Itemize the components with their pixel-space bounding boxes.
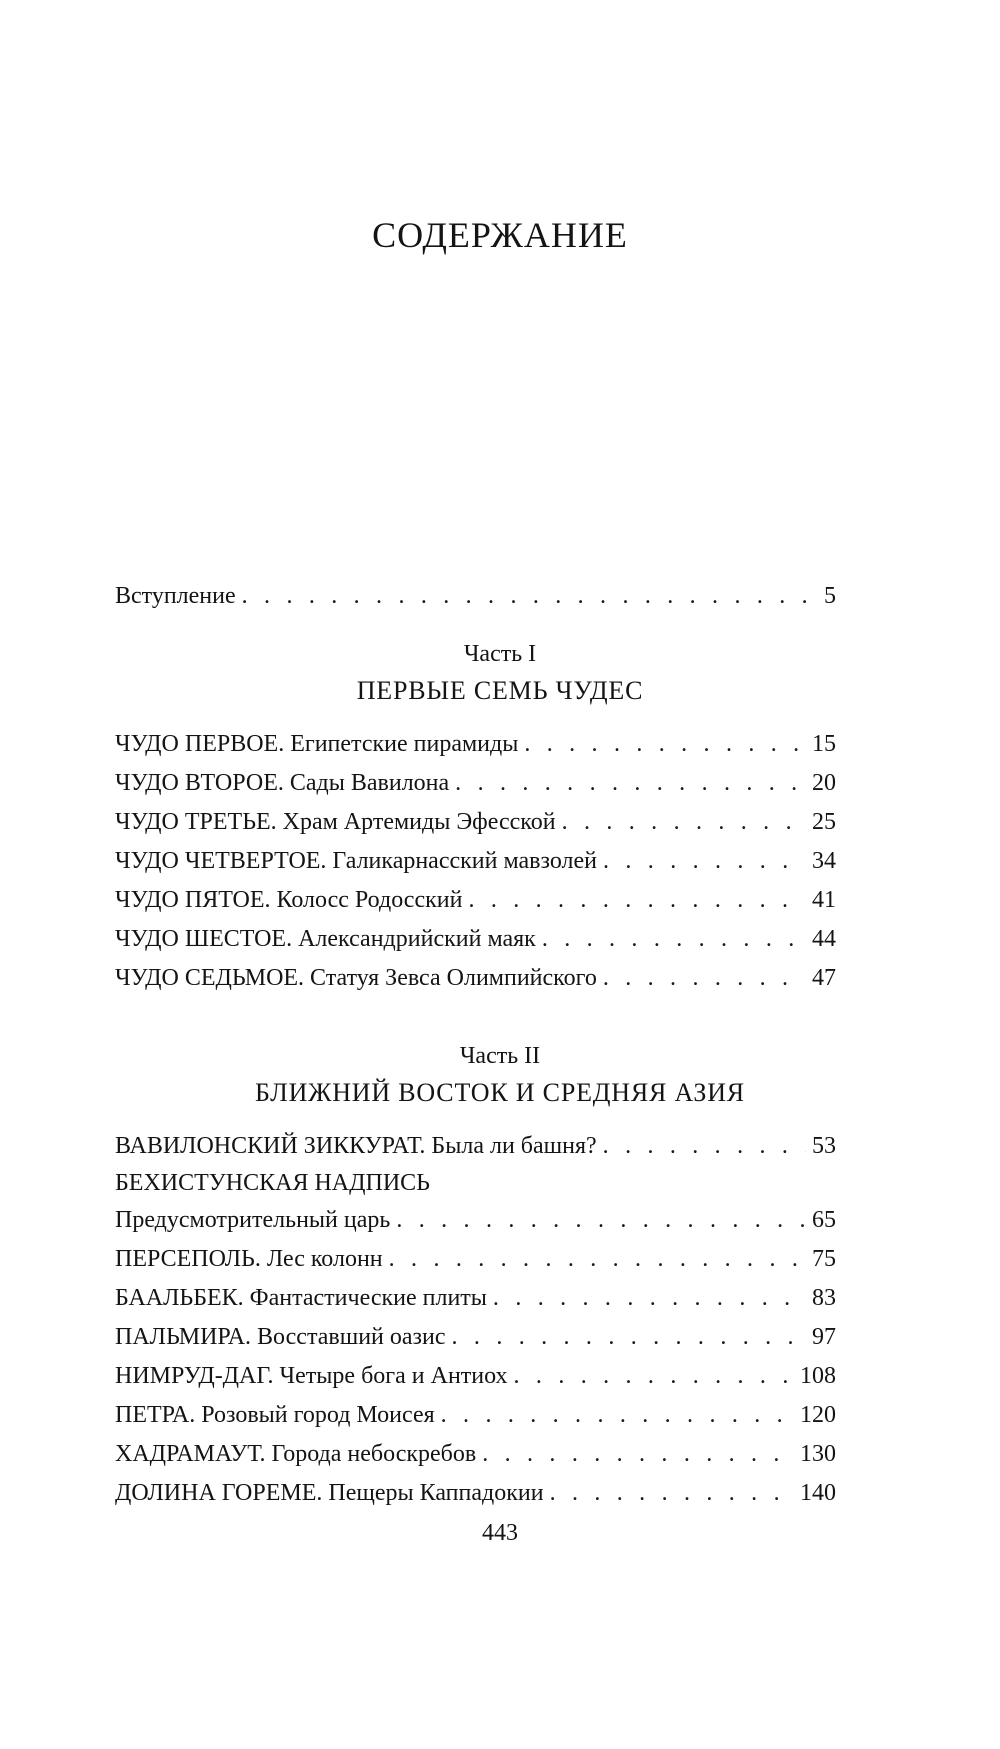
toc-entry-page: 34 — [812, 848, 836, 874]
toc-entry — [115, 1242, 836, 1276]
toc-entry-page: 83 — [812, 1285, 836, 1311]
leader-dots — [603, 1129, 806, 1163]
toc-entry-title: ПЕТРА. Розовый город Моисея — [115, 1402, 435, 1428]
leader-dots — [550, 1476, 794, 1510]
toc-entry — [115, 766, 836, 800]
toc-entry-title: Вступление — [115, 583, 236, 609]
toc-entry — [115, 961, 836, 995]
toc-entry-page: 5 — [824, 583, 836, 609]
toc-entry-page: 47 — [812, 965, 836, 991]
leader-dots — [468, 883, 806, 917]
toc-entry-page: 108 — [800, 1363, 836, 1389]
part-1-title: ПЕРВЫЕ СЕМЬ ЧУДЕС — [356, 676, 644, 705]
toc-entry-title: ЧУДО ПЯТОЕ. Колосс Родосский — [115, 887, 463, 913]
leader-dots — [396, 1203, 806, 1237]
toc-entry-title: ЧУДО ПЕРВОЕ. Египетские пирамиды — [115, 731, 519, 757]
toc-entry — [115, 922, 836, 956]
toc-entry — [115, 1359, 836, 1393]
toc-entry-title: ДОЛИНА ГОРЕМЕ. Пещеры Каппадокии — [115, 1480, 544, 1506]
toc-entry-title: БААЛЬБЕК. Фантастические плиты — [115, 1285, 487, 1311]
leader-dots — [482, 1437, 794, 1471]
toc-entry-title: ВАВИЛОНСКИЙ ЗИККУРАТ. Была ли башня? — [115, 1133, 597, 1159]
toc-entry-page: 140 — [800, 1480, 836, 1506]
toc-entry-page: 25 — [812, 809, 836, 835]
toc-entry — [115, 727, 836, 761]
toc-entry — [115, 1203, 836, 1237]
part-1-label: Часть I — [463, 641, 537, 667]
toc-entry-page: 97 — [812, 1324, 836, 1350]
toc-entry-page: 44 — [812, 926, 836, 952]
toc-entry-page: 75 — [812, 1246, 836, 1272]
toc-entry-page: 120 — [800, 1402, 836, 1428]
page-number: 443 — [482, 1520, 518, 1546]
leader-dots — [562, 805, 806, 839]
toc-entry-intro — [115, 579, 836, 613]
part-2-label: Часть II — [459, 1043, 541, 1069]
toc-entry-title: Предусмотрительный царь — [115, 1207, 391, 1233]
toc-entry — [115, 1320, 836, 1354]
toc-entry-title: ПЕРСЕПОЛЬ. Лес колонн — [115, 1246, 383, 1272]
leader-dots — [452, 1320, 806, 1354]
toc-entry — [115, 805, 836, 839]
toc-entry-title: ЧУДО ТРЕТЬЕ. Храм Артемиды Эфесской — [115, 809, 556, 835]
toc-entry-title: ЧУДО СЕДЬМОЕ. Статуя Зевса Олимпийского — [115, 965, 597, 991]
leader-dots — [242, 579, 818, 613]
toc-entry-page: 15 — [812, 731, 836, 757]
toc-entry-page: 130 — [800, 1441, 836, 1467]
toc-entry-title: ЧУДО ЧЕТВЕРТОЕ. Галикарнасский мавзолей — [115, 848, 597, 874]
toc-entry-title: ЧУДО ВТОРОЕ. Сады Вавилона — [115, 770, 450, 796]
leader-dots — [514, 1359, 794, 1393]
leader-dots — [441, 1398, 794, 1432]
toc-entry-page: 20 — [812, 770, 836, 796]
leader-dots — [455, 766, 806, 800]
toc-entry-heading: БЕХИСТУНСКАЯ НАДПИСЬ — [115, 1170, 430, 1196]
contents-title: СОДЕРЖАНИЕ — [372, 215, 628, 255]
toc-entry-title: ХАДРАМАУТ. Города небоскребов — [115, 1441, 477, 1467]
part-2-title: БЛИЖНИЙ ВОСТОК И СРЕДНЯЯ АЗИЯ — [255, 1078, 745, 1107]
leader-dots — [603, 961, 806, 995]
toc-entry — [115, 1398, 836, 1432]
toc-entry — [115, 844, 836, 878]
toc-entry-title: ЧУДО ШЕСТОЕ. Александрийский маяк — [115, 926, 536, 952]
leader-dots — [493, 1281, 806, 1315]
toc-entry-page: 65 — [812, 1207, 836, 1233]
toc-entry — [115, 1476, 836, 1510]
toc-entry — [115, 883, 836, 917]
leader-dots — [542, 922, 806, 956]
leader-dots — [389, 1242, 806, 1276]
leader-dots — [524, 727, 806, 761]
leader-dots — [603, 844, 806, 878]
toc-entry-title: ПАЛЬМИРА. Восставший оазис — [115, 1324, 446, 1350]
toc-entry — [115, 1437, 836, 1471]
toc-entry-page: 41 — [812, 887, 836, 913]
toc-entry-page: 53 — [812, 1133, 836, 1159]
toc-entry-title: НИМРУД-ДАГ. Четыре бога и Антиох — [115, 1363, 508, 1389]
toc-entry — [115, 1129, 836, 1163]
toc-entry — [115, 1281, 836, 1315]
